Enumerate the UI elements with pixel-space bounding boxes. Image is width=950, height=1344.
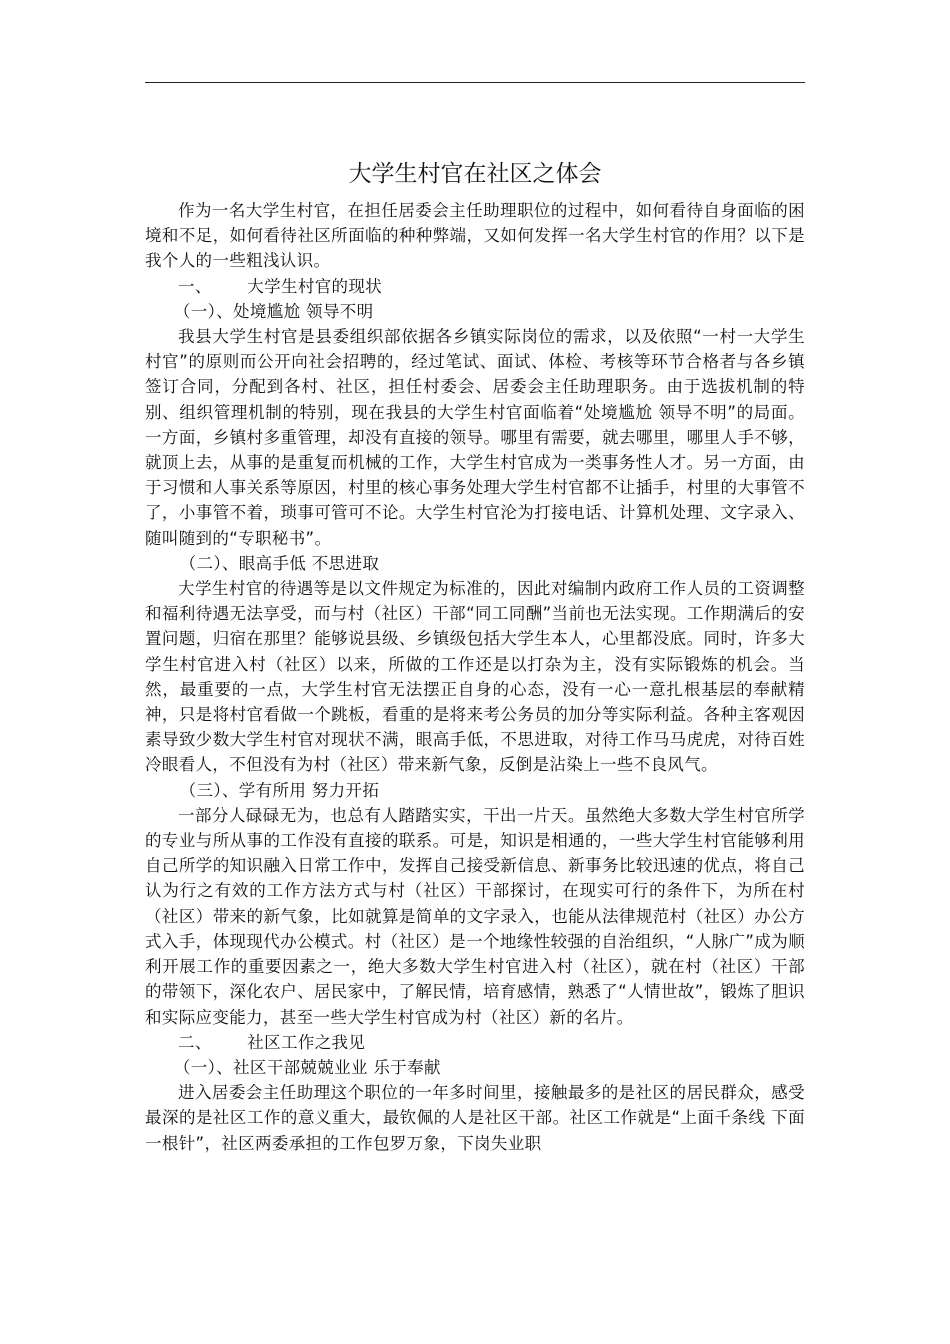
subsection-2-1-paragraph: 进入居委会主任助理这个职位的一年多时间里，接触最多的是社区的居民群众，感受最深的是社区工作的意义重大，最钦佩的人是社区干部。社区工作就是“上面千条线 下面一根针”，社区两委承担的工作包罗万象，下岗失业职: [145, 1083, 805, 1153]
subsection-1-1-paragraph: 我县大学生村官是县委组织部依据各乡镇实际岗位的需求，以及依照“一村一大学生村官”的原则而公开向社会招聘的，经过笔试、面试、体检、考核等环节合格者与各乡镇签订合同，分配到各村、社区，担任村委会、居委会主任助理职务。由于选拔机制的特别、组织管理机制的特别，现在我县的大学生村官面临着“处境尴尬 领导不明”的局面。一方面，乡镇村多重管理，却没有直接的领导。哪里有需要，就去哪里，哪里人手不够，就顶上去，从事的是重复而机械的工作，大学生村官成为一类事务性人才。另一方面，由于习惯和人事关系等原因，村里的核心事务处理大学生村官都不让插手，村里的大事管不了，小事管不着，琐事可管可不论。大学生村官沦为打接电话、计算机处理、文字录入、随叫随到的“专职秘书”。: [145, 327, 805, 548]
subsection-2-1-heading: （一）、社区干部兢兢业业 乐于奉献: [173, 1057, 441, 1077]
section-1-number: 一、: [178, 276, 212, 296]
section-2-title: 社区工作之我见: [247, 1032, 366, 1052]
subsection-1-2-heading: （二）、眼高手低 不思进取: [179, 553, 380, 573]
intro-paragraph: 作为一名大学生村官，在担任居委会主任助理职位的过程中，如何看待自身面临的困境和不足，如何看待社区所面临的种种弊端，又如何发挥一名大学生村官的作用？以下是我个人的一些粗浅认识。: [145, 201, 805, 271]
header-rule: [145, 82, 805, 83]
section-2-heading: [145, 1030, 805, 1055]
subsection-1-1-heading: （一）、处境尴尬 领导不明: [173, 301, 374, 321]
subsection-1-2-paragraph: 大学生村官的待遇等是以文件规定为标准的，因此对编制内政府工作人员的工资调整和福利待遇无法享受，而与村（社区）干部“同工同酬”当前也无法实现。工作期满后的安置问题，归宿在那里？能够说县级、乡镇级包括大学生本人，心里都没底。同时，许多大学生村官进入村（社区）以来，所做的工作还是以打杂为主，没有实际锻炼的机会。当然，最重要的一点，大学生村官无法摆正自身的心态，没有一心一意扎根基层的奉献精神，只是将村官看做一个跳板，看重的是将来考公务员的加分等实际利益。各种主客观因素导致少数大学生村官对现状不满，眼高手低，不思进取，对待工作马马虎虎，对待百姓冷眼看人，不但没有为村（社区）带来新气象，反倒是沾染上一些不良风气。: [145, 579, 805, 775]
subsection-1-3-paragraph: 一部分人碌碌无为，也总有人踏踏实实，干出一片天。虽然绝大多数大学生村官所学的专业与所从事的工作没有直接的联系。可是，知识是相通的，一些大学生村官能够利用自己所学的知识融入日常工作中，发挥自己接受新信息、新事务比较迅速的优点，将自己认为行之有效的工作方法方式与村（社区）干部探讨，在现实可行的条件下，为所在村（社区）带来的新气象，比如就算是简单的文字录入，也能从法律规范村（社区）办公方式入手，体现现代办公模式。村（社区）是一个地缘性较强的自治组织，“人脉广”成为顺利开展工作的重要因素之一，绝大多数大学生村官进入村（社区），就在村（社区）干部的带领下，深化农户、居民家中，了解民情，培育感情，熟悉了“人情世故”，锻炼了胆识和实际应变能力，甚至一些大学生村官成为村（社区）新的名片。: [145, 805, 805, 1027]
document-body: [145, 198, 805, 1156]
subsection-1-3-heading: （三）、学有所用 努力开拓: [179, 780, 380, 800]
document-title: 大学生村官在社区之体会: [348, 161, 602, 187]
section-2-number: 二、: [178, 1032, 212, 1052]
section-1-title: 大学生村官的现状: [247, 276, 383, 296]
section-1-heading: [145, 274, 805, 299]
